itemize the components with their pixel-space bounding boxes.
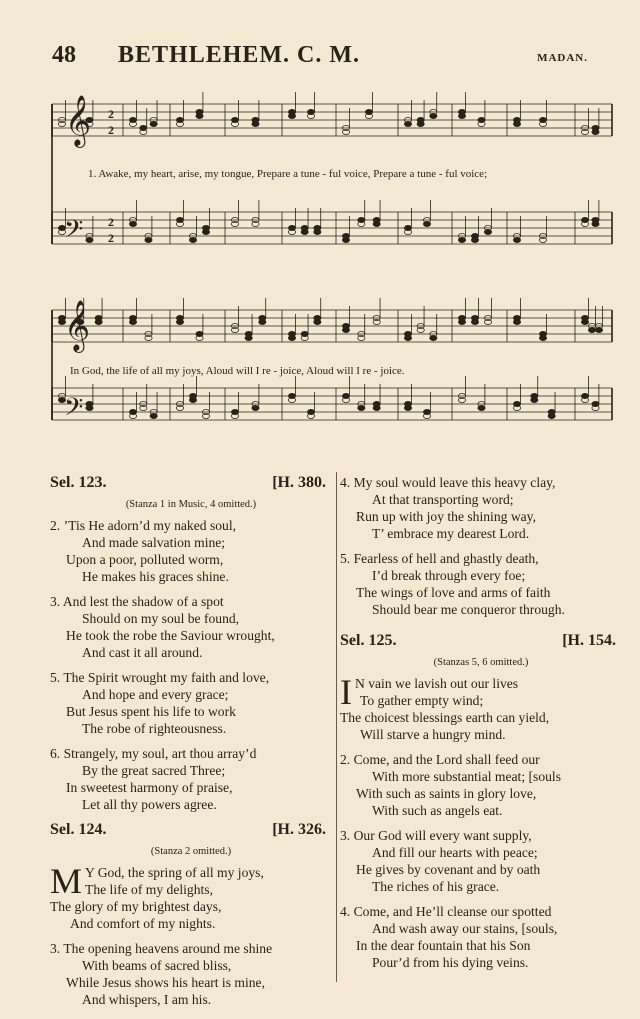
right-column bbox=[340, 474, 622, 979]
verse-line: By the great sacred Three; bbox=[82, 763, 226, 778]
selection-number: Sel. 123. bbox=[50, 474, 107, 491]
selection-header bbox=[50, 821, 332, 843]
selection-number: Sel. 124. bbox=[50, 821, 107, 838]
verse-line: Upon a poor, polluted worm, bbox=[66, 552, 224, 567]
verse-line: And comfort of my nights. bbox=[70, 916, 216, 931]
stanza bbox=[340, 903, 622, 971]
bass-clef-icon: 𝄢 bbox=[64, 393, 84, 428]
drop-cap: I bbox=[340, 672, 352, 712]
verse-line: With beams of sacred bliss, bbox=[82, 958, 232, 973]
verse-line: With more substantial meat; [souls bbox=[372, 769, 561, 784]
verse-line: The wings of love and arms of faith bbox=[356, 585, 551, 600]
treble-clef-icon: 𝄞 bbox=[64, 300, 91, 351]
page-number: 48 bbox=[52, 42, 76, 68]
verse-line: And fill our hearts with peace; bbox=[372, 845, 538, 860]
verse-line: To gather empty wind; bbox=[360, 693, 484, 708]
verse-line: In sweetest harmony of praise, bbox=[66, 780, 233, 795]
verse-line: Should bear me conqueror through. bbox=[372, 602, 565, 617]
verse-line: At that transporting word; bbox=[372, 492, 514, 507]
stanza bbox=[340, 672, 622, 743]
verse-line: Pour’d from his dying veins. bbox=[372, 955, 529, 970]
verse-line: 3. Our God will every want supply, bbox=[340, 828, 532, 843]
verse-line: N vain we lavish out our lives bbox=[355, 676, 519, 691]
verse-line: 5. Fearless of hell and ghastly death, bbox=[340, 551, 539, 566]
verse-line: 4. Come, and He’ll cleanse our spotted bbox=[340, 904, 552, 919]
verse-line: 5. The Spirit wrought my faith and love, bbox=[50, 670, 270, 685]
hymn-reference: [H. 154. bbox=[562, 632, 616, 649]
omission-note: (Stanza 1 in Music, 4 omitted.) bbox=[125, 499, 257, 510]
stanza bbox=[50, 593, 332, 661]
lyrics-line-1: 1. Awake, my heart, arise, my tongue, Prepare a tune - ful voice, Prepare a tune - ful voice; bbox=[88, 168, 488, 180]
verse-line: Y God, the spring of all my joys, bbox=[85, 865, 264, 880]
stanza bbox=[50, 517, 332, 585]
drop-cap: M bbox=[50, 861, 83, 901]
verse-line: T’ embrace my dearest Lord. bbox=[372, 526, 530, 541]
stanza bbox=[340, 827, 622, 895]
svg-text:2: 2 bbox=[108, 123, 114, 137]
verse-line: The robe of righteousness. bbox=[82, 721, 227, 736]
verse-line: Will starve a hungry mind. bbox=[360, 727, 506, 742]
verse-line: He gives by covenant and by oath bbox=[356, 862, 541, 877]
verse-line: 6. Strangely, my soul, art thou array’d bbox=[50, 746, 257, 761]
verse-line: He took the robe the Saviour wrought, bbox=[66, 628, 275, 643]
verse-line: And hope and every grace; bbox=[82, 687, 229, 702]
stanza bbox=[50, 669, 332, 737]
verse-line: The choicest blessings earth can yield, bbox=[340, 710, 550, 725]
column-divider bbox=[336, 472, 337, 982]
stanza bbox=[340, 474, 622, 542]
verse-line: The life of my delights, bbox=[85, 882, 213, 897]
verse-line: 4. My soul would leave this heavy clay, bbox=[340, 475, 556, 490]
svg-text:2: 2 bbox=[108, 107, 114, 121]
verse-line: With such as saints in glory love, bbox=[356, 786, 537, 801]
music-score bbox=[0, 0, 640, 460]
verse-line: In the dear fountain that his Son bbox=[356, 938, 531, 953]
verse-line: And cast it all around. bbox=[82, 645, 203, 660]
stanza bbox=[340, 550, 622, 618]
selection-header bbox=[50, 474, 332, 496]
treble-clef-icon: 𝄞 bbox=[65, 95, 92, 146]
verse-line: 3. And lest the shadow of a spot bbox=[50, 594, 224, 609]
omission-note: (Stanza 2 omitted.) bbox=[150, 846, 232, 857]
verse-line: But Jesus spent his life to work bbox=[66, 704, 236, 719]
verse-line: With such as angels eat. bbox=[372, 803, 503, 818]
verse-line: While Jesus shows his heart is mine, bbox=[66, 975, 265, 990]
verse-line: And wash away our stains, [souls, bbox=[372, 921, 558, 936]
svg-text:2: 2 bbox=[108, 231, 114, 245]
verse-line: And made salvation mine; bbox=[82, 535, 226, 550]
stanza bbox=[340, 751, 622, 819]
verse-line: 2. ’Tis He adorn’d my naked soul, bbox=[50, 518, 237, 533]
verse-line: I’d break through every foe; bbox=[372, 568, 526, 583]
left-column bbox=[50, 474, 332, 1016]
composer: MADAN. bbox=[537, 52, 588, 64]
verse-line: 2. Come, and the Lord shall feed our bbox=[340, 752, 540, 767]
omission-note: (Stanzas 5, 6 omitted.) bbox=[433, 657, 529, 668]
verse-line: 3. The opening heavens around me shine bbox=[50, 941, 273, 956]
stanza bbox=[50, 861, 332, 932]
hymn-reference: [H. 380. bbox=[272, 474, 326, 491]
verse-line: Run up with joy the shining way, bbox=[356, 509, 536, 524]
verse-line: The riches of his grace. bbox=[372, 879, 500, 894]
verse-line: Let all thy powers agree. bbox=[82, 797, 217, 812]
selection-number: Sel. 125. bbox=[340, 632, 397, 649]
selection-header bbox=[340, 632, 622, 654]
hymn-reference: [H. 326. bbox=[272, 821, 326, 838]
bass-clef-icon: 𝄢 bbox=[64, 215, 84, 250]
verse-line: And whispers, I am his. bbox=[82, 992, 212, 1007]
svg-text:2: 2 bbox=[108, 215, 114, 229]
hymn-title: BETHLEHEM. C. M. bbox=[118, 42, 361, 68]
verse-line: Should on my soul be found, bbox=[82, 611, 240, 626]
verse-line: He makes his graces shine. bbox=[82, 569, 229, 584]
stanza bbox=[50, 745, 332, 813]
verse-line: The glory of my brightest days, bbox=[50, 899, 222, 914]
lyrics-line-2: In God, the life of all my joys, Aloud will I re - joice, Aloud will I re - joice. bbox=[70, 365, 405, 377]
stanza bbox=[50, 940, 332, 1008]
